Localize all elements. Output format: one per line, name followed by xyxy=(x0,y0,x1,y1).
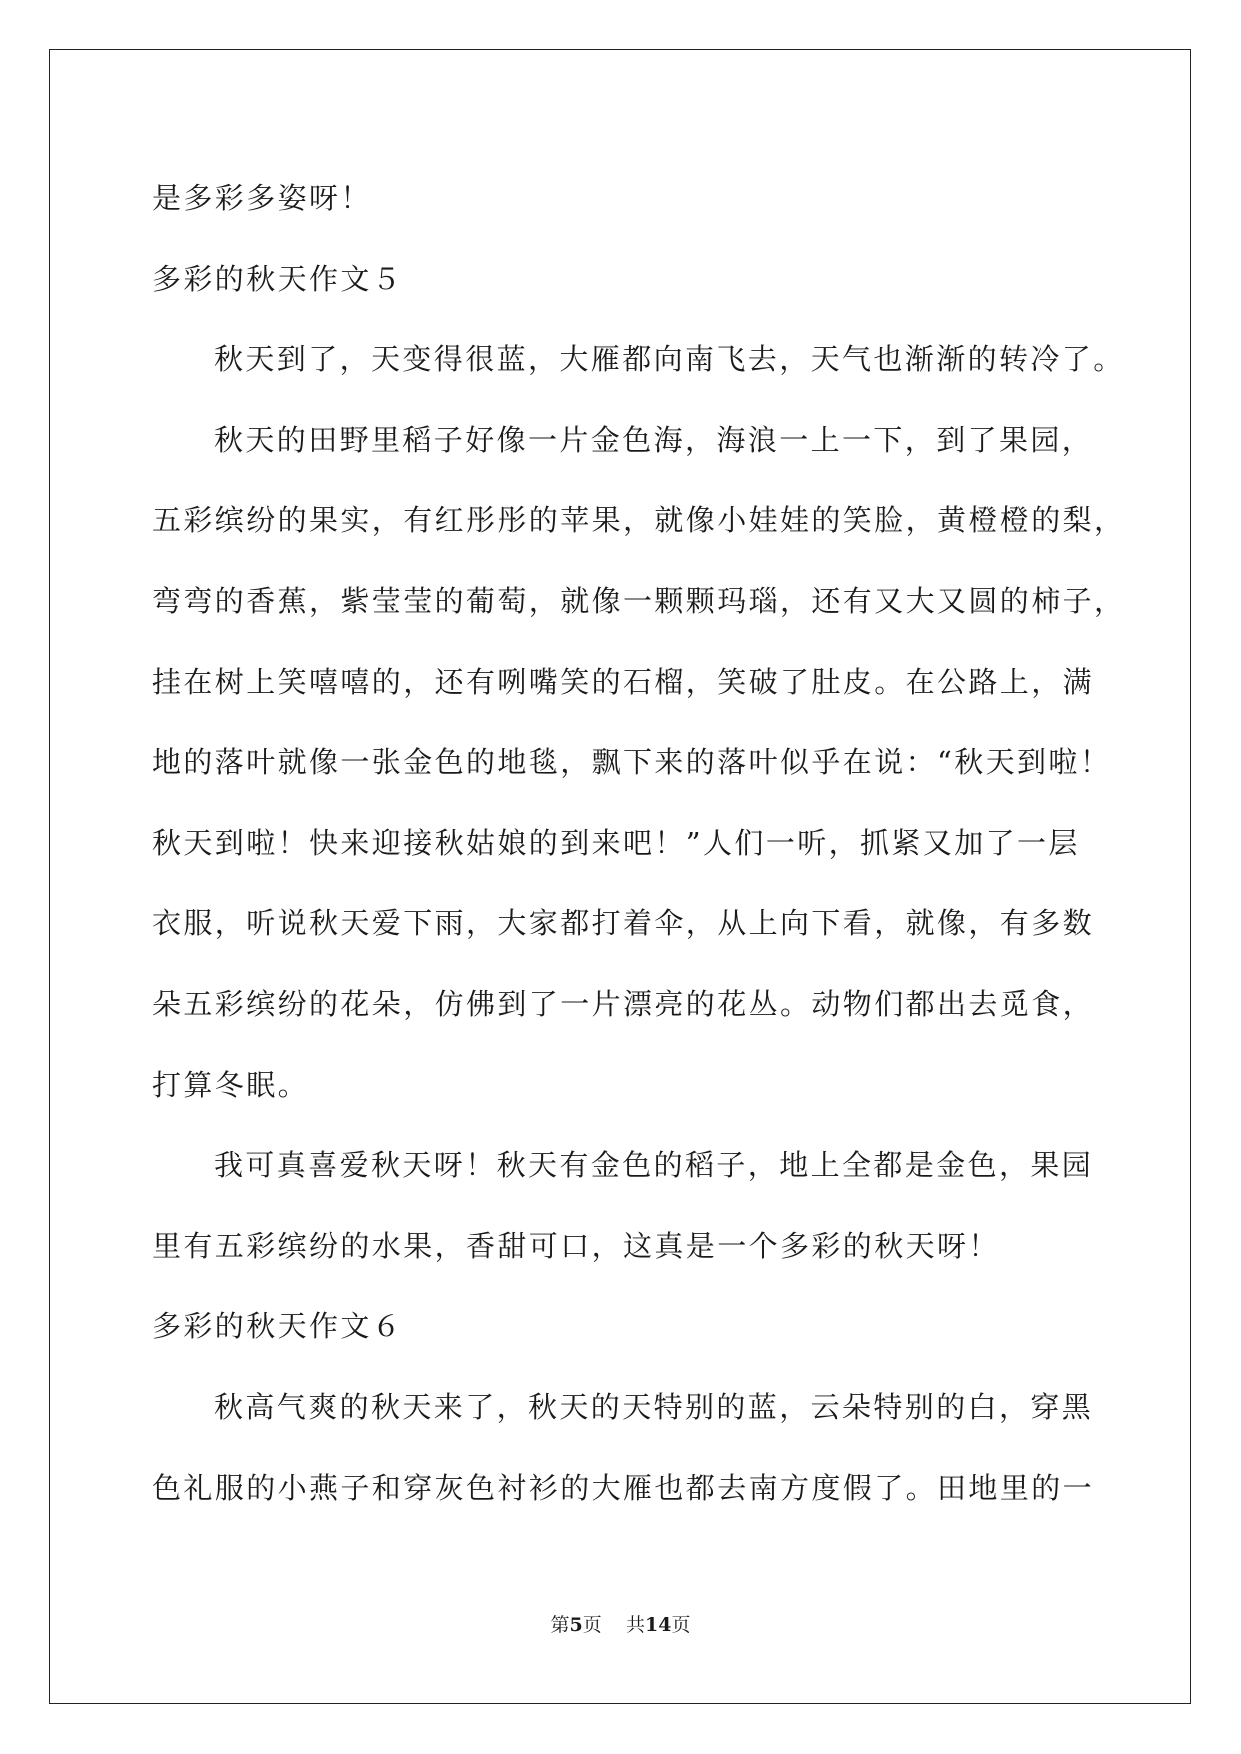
text-line: 里有五彩缤纷的水果，香甜可口，这真是一个多彩的秋天呀！ xyxy=(152,1228,1000,1263)
text-line: 多彩的秋天作文６ xyxy=(152,1309,404,1344)
page-total: 14 xyxy=(644,1614,672,1636)
page-current: 5 xyxy=(569,1614,583,1636)
text-line: 色礼服的小燕子和穿灰色衬衫的大雁也都去南方度假了。田地里的一 xyxy=(152,1470,1095,1505)
text-line: 秋天到啦！快来迎接秋姑娘的到来吧！”人们一听，抓紧又加了一层 xyxy=(152,825,1080,860)
text-line: 秋天的田野里稻子好像一片金色海，海浪一上一下，到了果园， xyxy=(214,422,1094,457)
text-line: 地的落叶就像一张金色的地毯，飘下来的落叶似乎在说：“秋天到啦！ xyxy=(152,745,1112,780)
text-line: 打算冬眠。 xyxy=(152,1067,310,1102)
text-line: 挂在树上笑嘻嘻的，还有咧嘴笑的石榴，笑破了肚皮。在公路上，满 xyxy=(152,664,1095,699)
page-suffix: 页 xyxy=(582,1614,602,1636)
total-suffix: 页 xyxy=(671,1614,691,1636)
text-line: 秋天到了，天变得很蓝，大雁都向南飞去，天气也渐渐的转冷了。 xyxy=(214,342,1125,377)
text-line: 朵五彩缤纷的花朵，仿佛到了一片漂亮的花丛。动物们都出去觅食， xyxy=(152,986,1095,1021)
text-line: 是多彩多姿呀！ xyxy=(152,181,372,215)
document-body xyxy=(152,158,1126,1528)
text-line: 五彩缤纷的果实，有红彤彤的苹果，就像小娃娃的笑脸，黄橙橙的梨， xyxy=(152,503,1126,538)
text-line: 我可真喜爱秋天呀！秋天有金色的稻子，地上全都是金色，果园 xyxy=(214,1148,1094,1183)
page-footer xyxy=(0,1613,1241,1637)
text-line: 秋高气爽的秋天来了，秋天的天特别的蓝，云朵特别的白，穿黑 xyxy=(214,1389,1094,1424)
text-line: 衣服，听说秋天爱下雨，大家都打着伞，从上向下看，就像，有多数 xyxy=(152,906,1095,941)
text-line: 弯弯的香蕉，紫莹莹的葡萄，就像一颗颗玛瑙，还有又大又圆的柿子， xyxy=(152,583,1126,618)
total-prefix: 共 xyxy=(625,1614,645,1636)
page-prefix: 第 xyxy=(550,1614,570,1636)
text-line: 多彩的秋天作文５ xyxy=(152,261,404,296)
